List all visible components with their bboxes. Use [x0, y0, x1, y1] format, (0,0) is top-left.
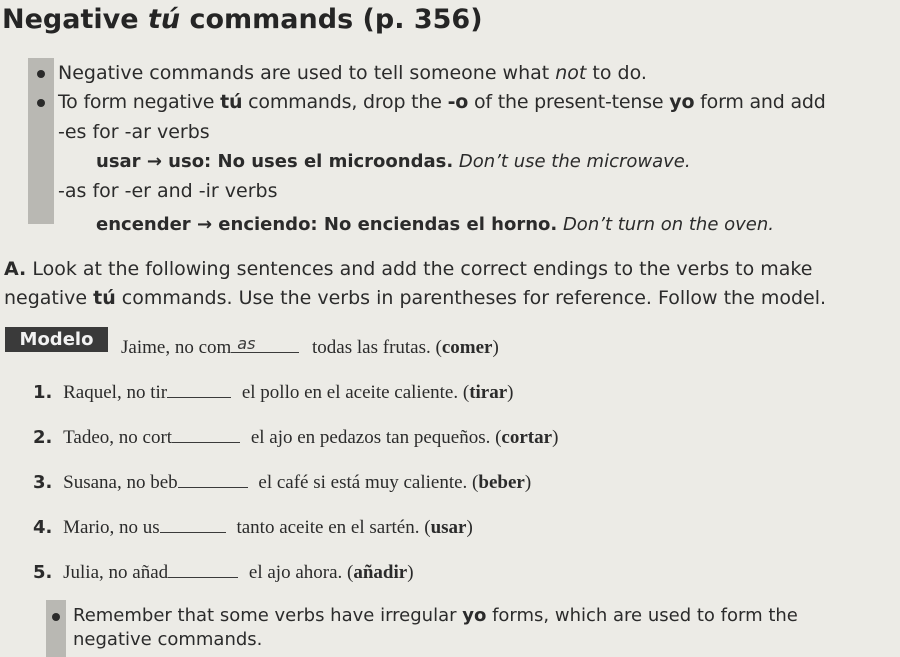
model-answer-blank: [231, 334, 299, 353]
page-title: [2, 4, 483, 35]
answer-blank[interactable]: [160, 531, 226, 533]
ar-example: usar → uso: No uses el microondas. Don’t use the microwave.: [96, 151, 691, 172]
title-text-end: commands (p. 356): [180, 4, 483, 35]
note-line-2: negative commands.: [73, 629, 263, 650]
exercise-item-1: 1. Raquel, no tir el pollo en el aceite caliente. (tirar): [33, 382, 514, 403]
bullet-icon: [37, 70, 45, 78]
er-example: encender → enciendo: No enciendas el horno. Don’t turn on the oven.: [96, 214, 774, 235]
exercise-item-2: 2. Tadeo, no cort el ajo en pedazos tan pequeños. (cortar): [33, 427, 559, 448]
er-ir-verbs-heading: -as for -er and -ir verbs: [58, 180, 278, 202]
exercise-item-4: 4. Mario, no us tanto aceite en el sartén. (usar): [33, 517, 473, 538]
rules-sidebar-bar: [28, 58, 54, 224]
exercise-item-5: 5. Julia, no añad el ajo ahora. (añadir): [33, 562, 414, 583]
bullet-icon: [37, 99, 45, 107]
ar-verbs-heading: -es for -ar verbs: [58, 121, 210, 143]
title-emphasis: tú: [147, 4, 181, 35]
answer-blank[interactable]: [168, 576, 238, 578]
answer-blank[interactable]: [167, 396, 231, 398]
rule-bullet-1: Negative commands are used to tell someone what not to do.: [58, 62, 647, 84]
modelo-label: Modelo: [5, 327, 108, 352]
rule-bullet-2: To form negative tú commands, drop the -o of the present-tense yo form and add: [58, 91, 826, 113]
model-answer: as: [237, 334, 256, 353]
model-sentence: Jaime, no com as todas las frutas. (comer): [121, 334, 499, 358]
exercise-instructions-line-2: negative tú commands. Use the verbs in parentheses for reference. Follow the model.: [4, 287, 827, 309]
bullet-icon: [52, 613, 60, 621]
exercise-instructions-line-1: A. Look at the following sentences and add the correct endings to the verbs to make: [4, 258, 813, 280]
answer-blank[interactable]: [172, 441, 240, 443]
note-sidebar-bar: [46, 600, 66, 657]
exercise-item-3: 3. Susana, no beb el café si está muy caliente. (beber): [33, 472, 532, 493]
note-line-1: Remember that some verbs have irregular yo forms, which are used to form the: [73, 605, 798, 626]
answer-blank[interactable]: [178, 486, 248, 488]
title-text: Negative: [2, 4, 148, 35]
